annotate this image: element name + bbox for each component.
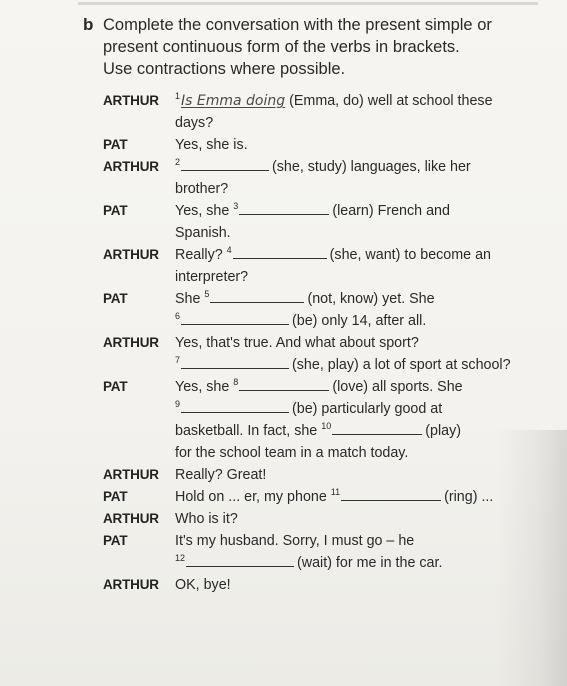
answer-blank[interactable] [210,288,304,303]
dialogue-line [103,310,543,332]
speaker-name: ARTHUR [103,247,159,262]
dialogue-line [103,552,543,574]
line-text [175,376,463,399]
line-content: Really? Great! [175,467,267,483]
answer-blank[interactable] [181,310,289,325]
line-content: It's my husband. Sorry, I must go – he [175,533,415,549]
speaker-name: ARTHUR [103,159,159,174]
dialogue-line [103,222,543,244]
speaker-name: ARTHUR [103,93,159,108]
blank-number: 6 [175,311,181,321]
text-before-blank: Really? [175,247,227,263]
line-content: Spanish. [175,225,231,241]
line-text [175,134,248,156]
line-text [175,464,266,486]
line-text [175,200,450,223]
text-after-blank: (love) all sports. She [332,379,463,395]
answer-blank[interactable] [181,354,289,369]
speaker-name: ARTHUR [103,335,159,350]
text-after-blank: (be) particularly good at [292,401,443,417]
line-text [175,178,228,200]
line-content: Yes, that's true. And what about sport? [175,335,419,351]
blank-number: 2 [175,157,181,167]
blank-number: 3 [233,201,239,211]
blank-number: 9 [175,399,181,409]
line-text [175,486,493,509]
dialogue-line [103,398,543,420]
line-text [175,398,442,421]
dialogue-line [103,112,543,134]
line-text [175,442,408,464]
text-before-blank: Yes, she [175,379,234,395]
line-content: days? [175,115,214,131]
text-after-blank: (wait) for me in the car. [297,555,443,571]
dialogue-line [103,420,543,442]
line-content: for the school team in a match today. [175,445,409,461]
text-after-blank: (she, want) to become an [329,247,491,263]
handwritten-answer: Is Emma doing [181,93,286,109]
instruction-line-2: present continuous form of the verbs in brackets. [103,38,460,56]
line-text [175,310,426,333]
answer-blank[interactable] [341,486,441,501]
text-after-blank: (play) [425,423,461,439]
dialogue-line [103,530,543,552]
text-after-blank: (be) only 14, after all. [292,313,427,329]
line-text [175,332,419,354]
text-after-blank: (not, know) yet. She [307,291,435,307]
dialogue-line [103,288,543,310]
blank-number: 10 [321,421,332,431]
exercise-instruction [103,14,553,80]
text-after-blank: (learn) French and [332,203,450,219]
line-text [175,244,491,267]
line-text [175,156,471,179]
line-text [175,574,231,596]
blank-number: 1 [175,91,181,101]
speaker-name: ARTHUR [103,577,159,592]
text-after-blank: (she, study) languages, like her [272,159,471,175]
line-text [175,112,213,134]
answer-blank[interactable] [186,552,294,567]
text-after-blank: (she, play) a lot of sport at school? [292,357,511,373]
dialogue-line [103,442,543,464]
line-text [175,288,435,311]
text-before-blank: Hold on ... er, my phone [175,489,331,505]
dialogue-line [103,266,543,288]
line-text [175,222,231,244]
answer-blank[interactable] [239,376,329,391]
text-before-blank: basketball. In fact, she [175,423,322,439]
speaker-name: PAT [103,379,128,394]
dialogue-line [103,376,543,398]
speaker-name: ARTHUR [103,467,159,482]
dialogue-line [103,244,543,266]
top-divider [78,2,538,5]
instruction-line-3: Use contractions where possible. [103,60,346,78]
text-before-blank: Yes, she [175,203,234,219]
blank-number: 4 [226,245,232,255]
blank-number: 8 [233,377,239,387]
conversation [103,90,543,596]
speaker-name: PAT [103,489,128,504]
blank-number: 7 [175,355,181,365]
speaker-name: ARTHUR [103,511,159,526]
line-text [175,552,442,575]
dialogue-line [103,134,543,156]
dialogue-line [103,486,543,508]
line-text [175,354,511,377]
dialogue-line [103,464,543,486]
speaker-name: PAT [103,203,128,218]
answer-blank[interactable] [233,244,327,259]
dialogue-line [103,508,543,530]
line-text [175,90,493,113]
text-after-blank: (Emma, do) well at school these [285,93,493,109]
line-text [175,530,414,552]
answer-blank[interactable] [181,398,289,413]
blank-number: 11 [330,487,341,497]
instruction-line-1: Complete the conversation with the present simple or [103,16,492,34]
text-before-blank: She [175,291,205,307]
line-content: interpreter? [175,269,249,285]
dialogue-line [103,200,543,222]
answer-blank[interactable] [332,420,422,435]
speaker-name: PAT [103,137,128,152]
answer-blank[interactable] [181,156,269,171]
line-text [175,420,461,443]
line-content: OK, bye! [175,577,231,593]
dialogue-line [103,574,543,596]
line-content: Who is it? [175,511,238,527]
blank-number: 5 [204,289,210,299]
speaker-name: PAT [103,291,128,306]
dialogue-line [103,332,543,354]
dialogue-line [103,90,543,112]
dialogue-line [103,354,543,376]
dialogue-line [103,156,543,178]
exercise-letter: b [83,15,94,34]
line-content: Yes, she is. [175,137,248,153]
line-content: brother? [175,181,229,197]
speaker-name: PAT [103,533,128,548]
line-text [175,266,248,288]
dialogue-line [103,178,543,200]
text-after-blank: (ring) ... [444,489,494,505]
answer-blank[interactable] [239,200,329,215]
blank-number: 12 [175,553,186,563]
line-text [175,508,238,530]
